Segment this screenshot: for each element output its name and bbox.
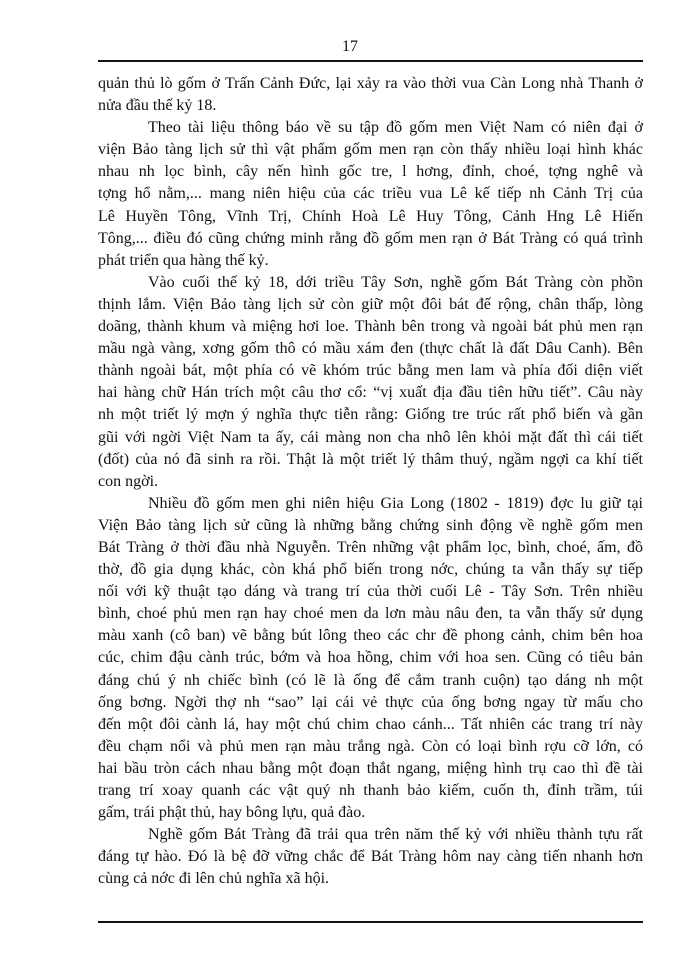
text-line: (đốt) của nó đã sinh ra rồi. Thật là một triết lý thâm thuý, ngầm ngợi ca khí tiết <box>98 450 643 468</box>
text-line: Theo tài liệu thông báo về su tập đồ gốm men Việt Nam có niên đại ở <box>148 119 643 137</box>
text-line: đáng chú ý nh chiếc bình (có lẽ là ống để cắm tranh cuộn) tạo dáng nh một <box>98 671 643 689</box>
text-line: ống bơng. Ngời thợ nh “sao” lại cái vẻ thực của ống bơng ngay từ mấu cho <box>98 693 643 711</box>
text-line: hai bầu tròn cách nhau bằng một đoạn thắt ngang, miệng hình trụ cao thì đề tài <box>98 759 643 777</box>
paragraph <box>98 824 643 890</box>
text-line: Nghề gốm Bát Tràng đã trải qua trên năm thế kỷ với nhiều thành tựu rất <box>148 826 643 844</box>
text-line: nối với kỹ thuật tạo dáng và trang trí của thời cuối Lê - Tây Sơn. Trên nhiều <box>98 583 643 601</box>
text-line: nửa đầu thế kỷ 18. <box>98 97 217 115</box>
text-line: mầu ngà vàng, xơng gốm thô có mầu xám đen (thực chất là đất Dâu Canh). Bên <box>98 340 643 358</box>
text-line: Viện Bảo tàng lịch sử cũng là những bằng chứng sinh động về nghề gốm men <box>98 516 643 534</box>
text-line: gũi với ngời Việt Nam ta ấy, cái màng non cha nhô lên khỏi mặt đất thì cái tiết <box>98 428 643 446</box>
paragraph <box>98 117 643 272</box>
text-line: đáng tự hào. Đó là bệ đỡ vững chắc để Bát Tràng hôm nay càng tiến nhanh hơn <box>98 848 643 866</box>
footer-rule <box>98 921 643 923</box>
text-line: bình, choé phủ men rạn hay choé men da lơn màu nâu đen, ta vẫn thấy sử dụng <box>98 605 643 623</box>
text-line: hai hàng chữ Hán trích một câu thơ cổ: “vị xuất địa đầu tiên hữu tiết”. Câu này <box>98 384 643 402</box>
text-line: thành ngoài bát, một phía có vẽ khóm trúc bằng men lam và phía đối diện viết <box>98 362 643 380</box>
text-line: con ngời. <box>98 472 159 490</box>
text-line: Tông,... điều đó cũng chứng minh rằng đồ gốm men rạn ở Bát Tràng có quá trình <box>98 229 643 247</box>
text-line: đều chạm nổi và phủ men rạn màu trắng ngà. Còn có loại bình rợu cỡ lớn, có <box>98 737 643 755</box>
text-line: viện Bảo tàng lịch sử thì vật phẩm gốm men rạn còn thấy nhiều loại hình khác <box>98 141 643 159</box>
text-line: nhau nh lọc bình, cây nến hình gốc tre, l hơng, đỉnh, choé, tợng nghê và <box>98 163 643 181</box>
header-rule <box>98 60 643 62</box>
text-line: nh một triết lý mợn ý nghĩa thực tiễn rằng: Giống tre trúc rất phổ biến và gần <box>98 406 643 424</box>
text-line: doãng, thành khum và miệng hơi loe. Thành bên trong và ngoài bát phủ men rạn <box>98 318 643 336</box>
text-line: màu xanh (cô ban) vẽ bằng bút lông theo các chr đề phong cảnh, chim bên hoa <box>98 627 643 645</box>
text-line: cùng cả nớc đi lên chủ nghĩa xã hội. <box>98 870 330 888</box>
text-line: Vào cuối thế kỷ 18, dới triều Tây Sơn, nghề gốm Bát Tràng còn phồn <box>148 273 643 291</box>
text-line: phát triển qua hàng thế kỷ. <box>98 251 269 269</box>
text-line: Nhiều đồ gốm men ghi niên hiệu Gia Long (1802 - 1819) đợc lu giữ tại <box>148 494 643 512</box>
paragraph <box>98 73 643 117</box>
text-line: thịnh lắm. Viện Bảo tàng lịch sử còn giữ một đôi bát đế rộng, chân thấp, lòng <box>98 295 643 313</box>
text-line: đến một đôi cành lá, hay một chú chim chao cánh... Tất nhiên các trang trí này <box>98 715 643 733</box>
text-line: trang trí xoay quanh các vật quý nh thanh bảo kiếm, cuốn th, đỉnh trầm, túi <box>98 782 643 799</box>
text-line: cúc, chim đậu cành trúc, bớm và hoa hồng, chim với hoa sen. Cũng có tiêu bản <box>98 649 643 667</box>
text-line: quản thủ lò gốm ở Trấn Cảnh Đức, lại xảy ra vào thời vua Càn Long nhà Thanh ở <box>98 75 643 92</box>
text-line: thờ, đồ gia dụng khác, còn khá phổ biến trong nớc, chúng ta vẫn thấy sự tiếp <box>98 561 643 579</box>
text-line: Bát Tràng ở thời đầu nhà Nguyễn. Trên những vật phẩm lọc, bình, choé, ấm, đồ <box>98 538 643 556</box>
text-line: gấm, trái phật thủ, hay bông lựu, quả đào. <box>98 804 366 822</box>
text-line: Lê Huyền Tông, Vĩnh Trị, Chính Hoà Lê Huy Tông, Cảnh Hng Lê Hiến <box>98 207 643 225</box>
page-number: 17 <box>342 38 358 55</box>
paragraph <box>98 493 643 824</box>
text-line: tợng hổ nằm,... mang niên hiệu của các triều vua Lê kế tiếp nh Cảnh Trị của <box>98 185 643 203</box>
document-body <box>98 73 643 890</box>
paragraph <box>98 272 643 493</box>
